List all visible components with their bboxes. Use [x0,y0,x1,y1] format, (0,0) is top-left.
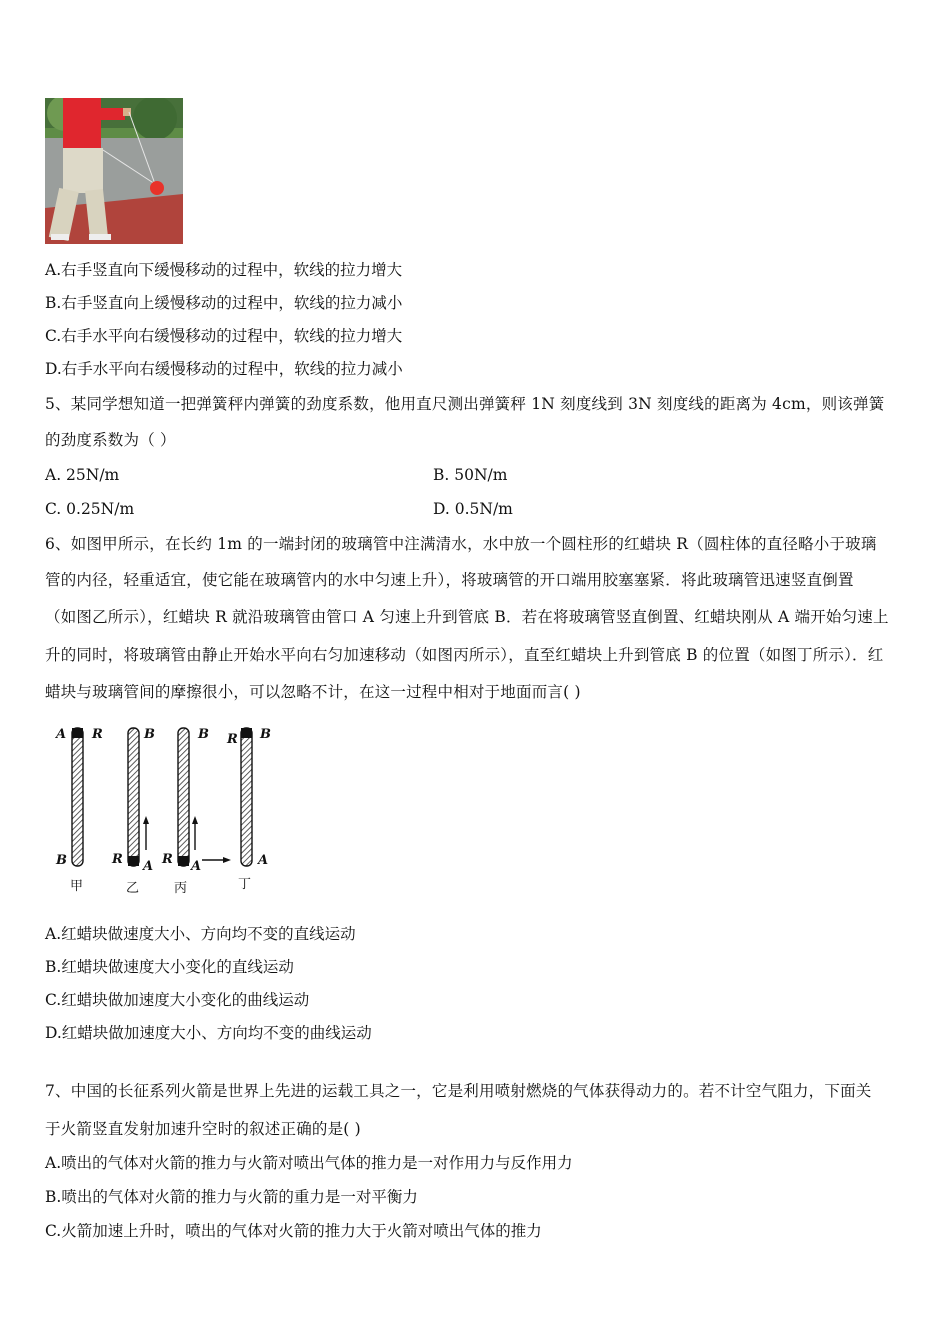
glass-tube-figure [48,718,288,896]
label-r-jia: R [92,727,103,742]
wax-block-bing [178,856,189,866]
q6-stem-line-4: 升的同时，将玻璃管由静止开始水平向右匀加速移动（如图丙所示），直至红蜡块上升到管底 B 的位置（如图丁所示）．红 [45,646,884,664]
label-a-ding: A [258,853,269,868]
q7-option-c: C.火箭加速上升时，喷出的气体对火箭的推力大于火箭对喷出气体的推力 [45,1222,542,1240]
q6-option-a: A.红蜡块做速度大小、方向均不变的直线运动 [45,925,356,943]
tube-bing [178,728,189,866]
label-r-bing: R [162,852,173,867]
q5-option-d: D. 0.5N/m [433,500,513,518]
yoyo-photo [45,98,183,244]
label-b-jia: B [56,853,67,868]
q5-option-b: B. 50N/m [433,466,508,484]
q5-stem-line-1: 5、某同学想知道一把弹簧秤内弹簧的劲度系数，他用直尺测出弹簧秤 1N 刻度线到 3N 刻度线的距离为 4cm，则该弹簧 [45,395,885,413]
q4-option-a: A.右手竖直向下缓慢移动的过程中，软线的拉力增大 [45,261,403,279]
wax-block-jia [72,728,83,738]
label-a-jia: A [56,727,67,742]
wax-block-ding [241,728,252,738]
q4-option-d: D.右手水平向右缓慢移动的过程中，软线的拉力减小 [45,360,403,378]
label-r-yi: R [112,852,123,867]
label-b-bing: B [198,727,209,742]
q6-option-c: C.红蜡块做加速度大小变化的曲线运动 [45,991,310,1009]
q7-option-b: B.喷出的气体对火箭的推力与火箭的重力是一对平衡力 [45,1188,418,1206]
label-b-yi: B [144,727,155,742]
q7-option-a: A.喷出的气体对火箭的推力与火箭对喷出气体的推力是一对作用力与反作用力 [45,1154,573,1172]
caption-ding: 丁 [238,877,252,892]
q6-stem-line-1: 6、如图甲所示，在长约 1m 的一端封闭的玻璃管中注满清水，水中放一个圆柱形的红蜡块 R（圆柱体的直径略小于玻璃 [45,535,877,553]
label-r-ding: R [227,732,238,747]
q7-stem-line-2: 于火箭竖直发射加速升空时的叙述正确的是( ) [45,1120,361,1138]
wax-block-yi [128,856,139,866]
q5-option-c: C. 0.25N/m [45,500,135,518]
tube-ding [241,728,252,866]
q6-stem-line-2: 管的内径，轻重适宜，使它能在玻璃管内的水中匀速上升），将玻璃管的开口端用胶塞塞紧．将此玻璃管迅速竖直倒置 [45,571,854,589]
label-b-ding: B [260,727,271,742]
tube-yi [128,728,139,866]
tube-jia [72,728,83,866]
label-a-yi: A [143,859,154,874]
label-a-bing: A [191,859,202,874]
q4-option-c: C.右手水平向右缓慢移动的过程中，软线的拉力增大 [45,327,403,345]
q6-option-d: D.红蜡块做加速度大小、方向均不变的曲线运动 [45,1024,372,1042]
q5-option-a: A. 25N/m [45,466,120,484]
q5-stem-line-2: 的劲度系数为（ ） [45,431,176,449]
q4-option-b: B.右手竖直向上缓慢移动的过程中，软线的拉力减小 [45,294,403,312]
caption-bing: 丙 [174,881,188,896]
caption-yi: 乙 [126,881,140,896]
q7-stem-line-1: 7、中国的长征系列火箭是世界上先进的运载工具之一，它是利用喷射燃烧的气体获得动力的。若不计空气阻力，下面关 [45,1082,872,1100]
q6-stem-line-5: 蜡块与玻璃管间的摩擦很小，可以忽略不计，在这一过程中相对于地面而言( ) [45,683,581,701]
q6-option-b: B.红蜡块做速度大小变化的直线运动 [45,958,294,976]
q6-stem-line-3: （如图乙所示），红蜡块 R 就沿玻璃管由管口 A 匀速上升到管底 B．若在将玻璃管竖直倒置、红蜡块刚从 A 端开始匀速上 [45,608,889,626]
caption-jia: 甲 [70,879,84,894]
